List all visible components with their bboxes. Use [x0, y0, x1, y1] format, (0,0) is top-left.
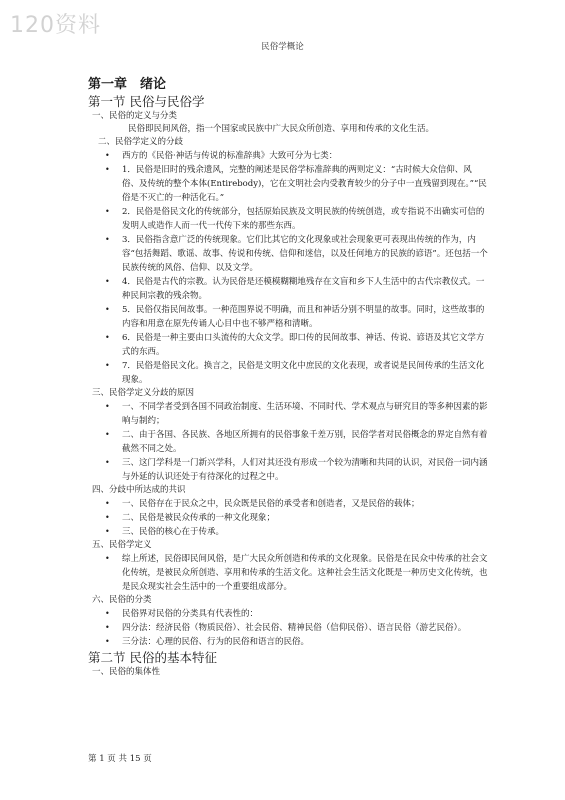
document-body	[88, 76, 488, 679]
list-item: • 三、民俗的核心在于传承。	[88, 525, 488, 539]
list-divergence	[88, 149, 488, 387]
list-item: • 一、不同学者受到各国不同政治制度、生活环境、不同时代、学术观点与研究目的等多种因素的影响与制约；	[88, 400, 488, 428]
list-item: • 四分法：经济民俗（物质民俗）、社会民俗、精神民俗（信仰民俗）、语言民俗（游艺民俗）。	[88, 621, 488, 635]
paragraph-definition: 民俗即民间风俗，指一个国家或民族中广大民众所创造、享用和传承的文化生活。	[128, 124, 435, 134]
heading-definition: 一、民俗的定义与分类	[92, 111, 178, 121]
list-item: • 1．民俗是旧时的残余遗风，完整的阐述是民俗学标准辞典的两则定义：“古时候大众信仰、风俗、及传统的整个本体(Entirebody)，它在文明社会内受教育较少的分子中一直残留到现在。”“民俗是不灭亡的一种活化石。”	[88, 163, 488, 205]
list-folklore-definition	[88, 552, 488, 594]
list-item: • 综上所述，民俗即民间风俗，是广大民众所创造和传承的文化现象。民俗是在民众中传承的社会文化传统，是被民众所创造、享用和传承的生活文化。这种社会生活文化既是一种历史文化传统，也是民众现实社会生活中的一个重要组成部分。	[88, 552, 488, 594]
heading-classification: 六、民俗的分类	[92, 595, 152, 605]
heading-collectivity: 一、民俗的集体性	[92, 667, 161, 677]
list-item: • 一、民俗存在于民众之中，民众既是民俗的承受者和创造者，又是民俗的载体；	[88, 497, 488, 511]
heading-folklore-definition: 五、民俗学定义	[92, 540, 152, 550]
chapter-title: 第一章 绪论	[88, 77, 167, 92]
list-item: • 西方的《民俗·神话与传说的标准辞典》大致可分为七类：	[88, 149, 488, 163]
list-consensus	[88, 497, 488, 539]
list-item: • 6．民俗是一种主要由口头流传的大众文学。即口传的民间故事、神话、传说、谚语及其它文学方式的东西。	[88, 331, 488, 359]
list-item: • 二、民俗是被民众传承的一种文化现象；	[88, 511, 488, 525]
list-item: • 2．民俗是俗民文化的传统部分，包括原始民族及文明民族的传统创造，或专指说不出确实可信的发明人或造作人而一代一代传下来的那些东西。	[88, 205, 488, 233]
watermark: 120资料	[10, 13, 101, 38]
page-header: 民俗学概论	[261, 42, 304, 52]
page-footer: 第 1 页 共 15 页	[88, 754, 152, 764]
heading-divergence: 二、民俗学定义的分歧	[98, 137, 184, 147]
heading-consensus: 四、分歧中所达成的共识	[92, 485, 186, 495]
list-item: • 三、这门学科是一门新兴学科，人们对其还没有形成一个较为清晰和共同的认识，对民俗一词内涵与外延的认识还处于有待深化的过程之中。	[88, 456, 488, 484]
section-title-1: 第一节 民俗与民俗学	[88, 94, 205, 109]
list-item: • 5．民俗仅指民间故事。一种范围界说不明确，而且和神话分别不明显的故事。同时，这些故事的内容和用意在原先传诵人心目中也不够严格和清晰。	[88, 303, 488, 331]
list-reasons	[88, 400, 488, 484]
list-item: • 二、由于各国、各民族、各地区所拥有的民俗事象千差万别，民俗学者对民俗概念的界定自然有着截然不同之处。	[88, 428, 488, 456]
list-classification	[88, 607, 488, 649]
heading-reasons: 三、民俗学定义分歧的原因	[92, 388, 195, 398]
list-item: • 3．民俗指含意广泛的传统现象。它们比其它的文化现象或社会现象更可表现出传统的作为，内容“包括舞蹈、歌谣、故事、传说和传统、信仰和迷信，以及任何地方的民族的谚语”。还包括一个民族传统的风俗、信仰、以及文学。	[88, 233, 488, 275]
list-item: • 民俗界对民俗的分类具有代表性的：	[88, 607, 488, 621]
list-item: • 7．民俗是俗民文化。换言之，民俗是文明文化中庶民的文化表现，或者说是民间传承的生活文化现象。	[88, 359, 488, 387]
list-item: • 三分法：心理的民俗、行为的民俗和语言的民俗。	[88, 635, 488, 649]
section-title-2: 第二节 民俗的基本特征	[88, 650, 217, 665]
list-item: • 4．民俗是古代的宗教。认为民俗是还模模糊糊地残存在文盲和乡下人生活中的古代宗教仪式。一种民间宗教的残余物。	[88, 275, 488, 303]
